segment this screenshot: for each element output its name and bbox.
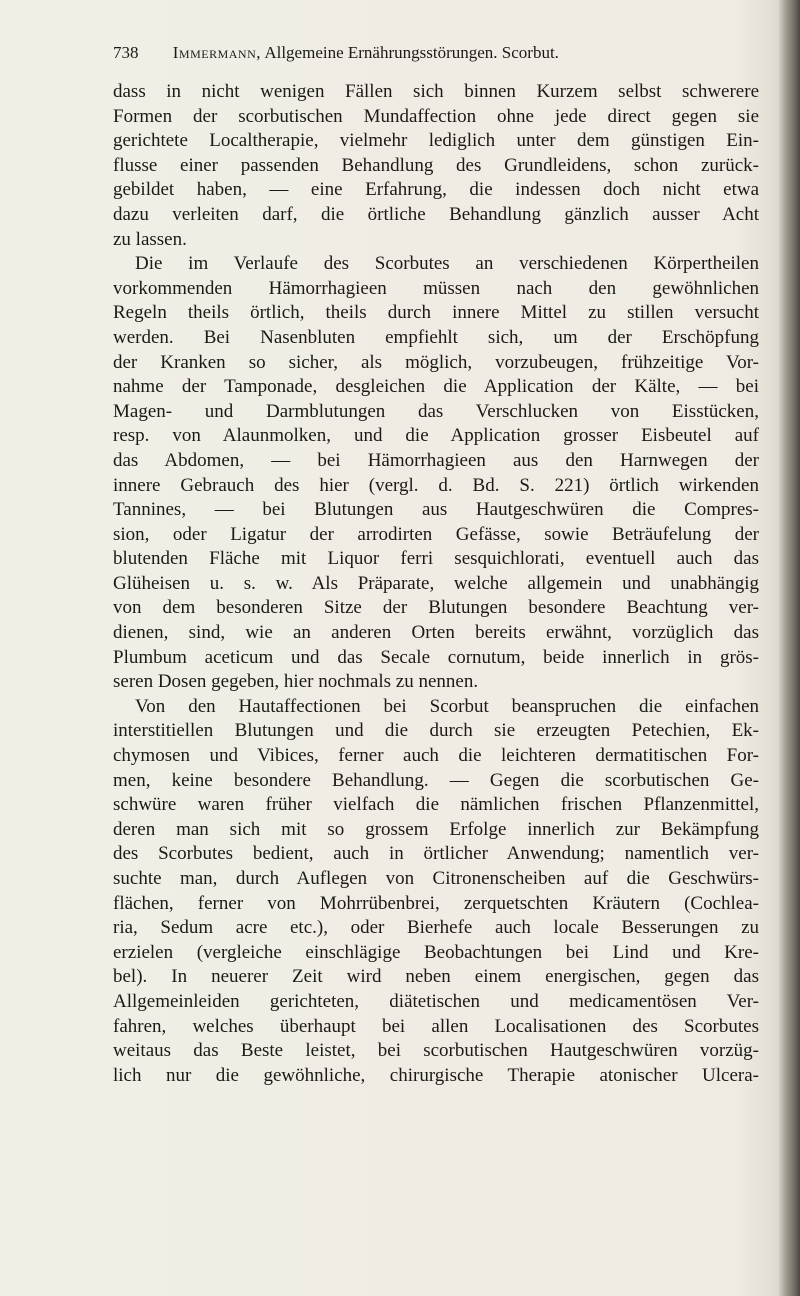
- body-text: [113, 80, 759, 1088]
- text-line: seren Dosen gegeben, hier nochmals zu nennen.: [113, 671, 479, 693]
- text-line: schwüre waren früher vielfach die nämlichen frischen Pflanzenmittel,: [113, 794, 759, 816]
- text-line: Formen der scorbutischen Mundaffection ohne jede direct gegen sie: [113, 105, 759, 127]
- text-line: vorkommenden Hämorrhagieen müssen nach den gewöhnlichen: [113, 277, 759, 299]
- text-line: Tannines, — bei Blutungen aus Hautgeschwüren die Compres-: [113, 499, 759, 521]
- text-line: bel). In neuerer Zeit wird neben einem energischen, gegen das: [113, 966, 759, 988]
- running-header: [113, 42, 753, 64]
- text-line: dass in nicht wenigen Fällen sich binnen Kurzem selbst schwerere: [113, 81, 759, 102]
- text-line: nahme der Tamponade, desgleichen die Application der Kälte, — bei: [113, 376, 759, 398]
- text-line: Regeln theils örtlich, theils durch innere Mittel zu stillen versucht: [113, 302, 759, 324]
- text-line: fahren, welches überhaupt bei allen Localisationen des Scorbutes: [113, 1015, 759, 1037]
- text-line: erzielen (vergleiche einschlägige Beobachtungen bei Lind und Kre-: [113, 941, 759, 963]
- text-line: Magen- und Darmblutungen das Verschlucken von Eisstücken,: [113, 400, 759, 422]
- text-line: das Abdomen, — bei Hämorrhagieen aus den Harnwegen der: [113, 449, 759, 471]
- text-line: blutenden Fläche mit Liquor ferri sesquichlorati, eventuell auch das: [113, 548, 759, 570]
- text-line: gerichtete Localtherapie, vielmehr lediglich unter dem günstigen Ein-: [113, 130, 759, 152]
- text-line: der Kranken so sicher, als möglich, vorzubeugen, frühzeitige Vor-: [113, 351, 759, 373]
- text-line: lich nur die gewöhnliche, chirurgische Therapie atonischer Ulcera-: [113, 1064, 759, 1086]
- text-line: dienen, sind, wie an anderen Orten bereits erwähnt, vorzüglich das: [113, 622, 759, 644]
- text-line: interstitiellen Blutungen und die durch sie erzeugten Petechien, Ek-: [113, 720, 759, 742]
- text-line: Von den Hautaffectionen bei Scorbut beanspruchen die einfachen: [135, 695, 759, 717]
- text-line: Die im Verlaufe des Scorbutes an verschiedenen Körpertheilen: [135, 253, 759, 275]
- text-line: Glüheisen u. s. w. Als Präparate, welche allgemein und unabhängig: [113, 572, 759, 594]
- text-line: gebildet haben, — eine Erfahrung, die indessen doch nicht etwa: [113, 179, 759, 201]
- text-line: von dem besonderen Sitze der Blutungen besondere Beachtung ver-: [113, 597, 759, 619]
- text-line: werden. Bei Nasenbluten empfiehlt sich, um der Erschöpfung: [113, 326, 759, 348]
- text-line: men, keine besondere Behandlung. — Gegen die scorbutischen Ge-: [113, 769, 759, 791]
- text-line: suchte man, durch Auflegen von Citronenscheiben auf die Geschwürs-: [113, 868, 759, 889]
- text-line: zu lassen.: [113, 228, 187, 250]
- text-line: Plumbum aceticum und das Secale cornutum, beide innerlich in grös-: [113, 646, 759, 668]
- text-line: dazu verleiten darf, die örtliche Behandlung gänzlich ausser Acht: [113, 203, 759, 225]
- page-number: 738: [113, 43, 139, 62]
- text-line: des Scorbutes bedient, auch in örtlicher Anwendung; namentlich ver-: [113, 843, 759, 865]
- text-line: chymosen und Vibices, ferner auch die leichteren dermatitischen For-: [113, 745, 759, 767]
- text-line: Allgemeinleiden gerichteten, diätetischen und medicamentösen Ver-: [113, 990, 759, 1012]
- text-line: sion, oder Ligatur der arrodirten Gefässe, sowie Beträufelung der: [113, 523, 759, 545]
- text-line: flächen, ferner von Mohrrübenbrei, zerquetschten Kräutern (Cochlea-: [113, 892, 759, 914]
- text-line: weitaus das Beste leistet, bei scorbutischen Hautgeschwüren vorzüg-: [113, 1040, 759, 1062]
- text-line: resp. von Alaunmolken, und die Application grosser Eisbeutel auf: [113, 425, 759, 447]
- text-line: deren man sich mit so grossem Erfolge innerlich zur Bekämpfung: [113, 818, 759, 840]
- text-line: innere Gebrauch des hier (vergl. d. Bd. S. 221) örtlich wirkenden: [113, 474, 759, 496]
- text-line: ria, Sedum acre etc.), oder Bierhefe auch locale Besserungen zu: [113, 917, 759, 939]
- header-author: Immermann,: [172, 43, 262, 62]
- text-line: flusse einer passenden Behandlung des Grundleidens, schon zurück-: [113, 154, 759, 176]
- header-title: Allgemeine Ernährungsstörungen. Scorbut.: [264, 43, 559, 62]
- page-edge-shadow: [778, 0, 800, 1296]
